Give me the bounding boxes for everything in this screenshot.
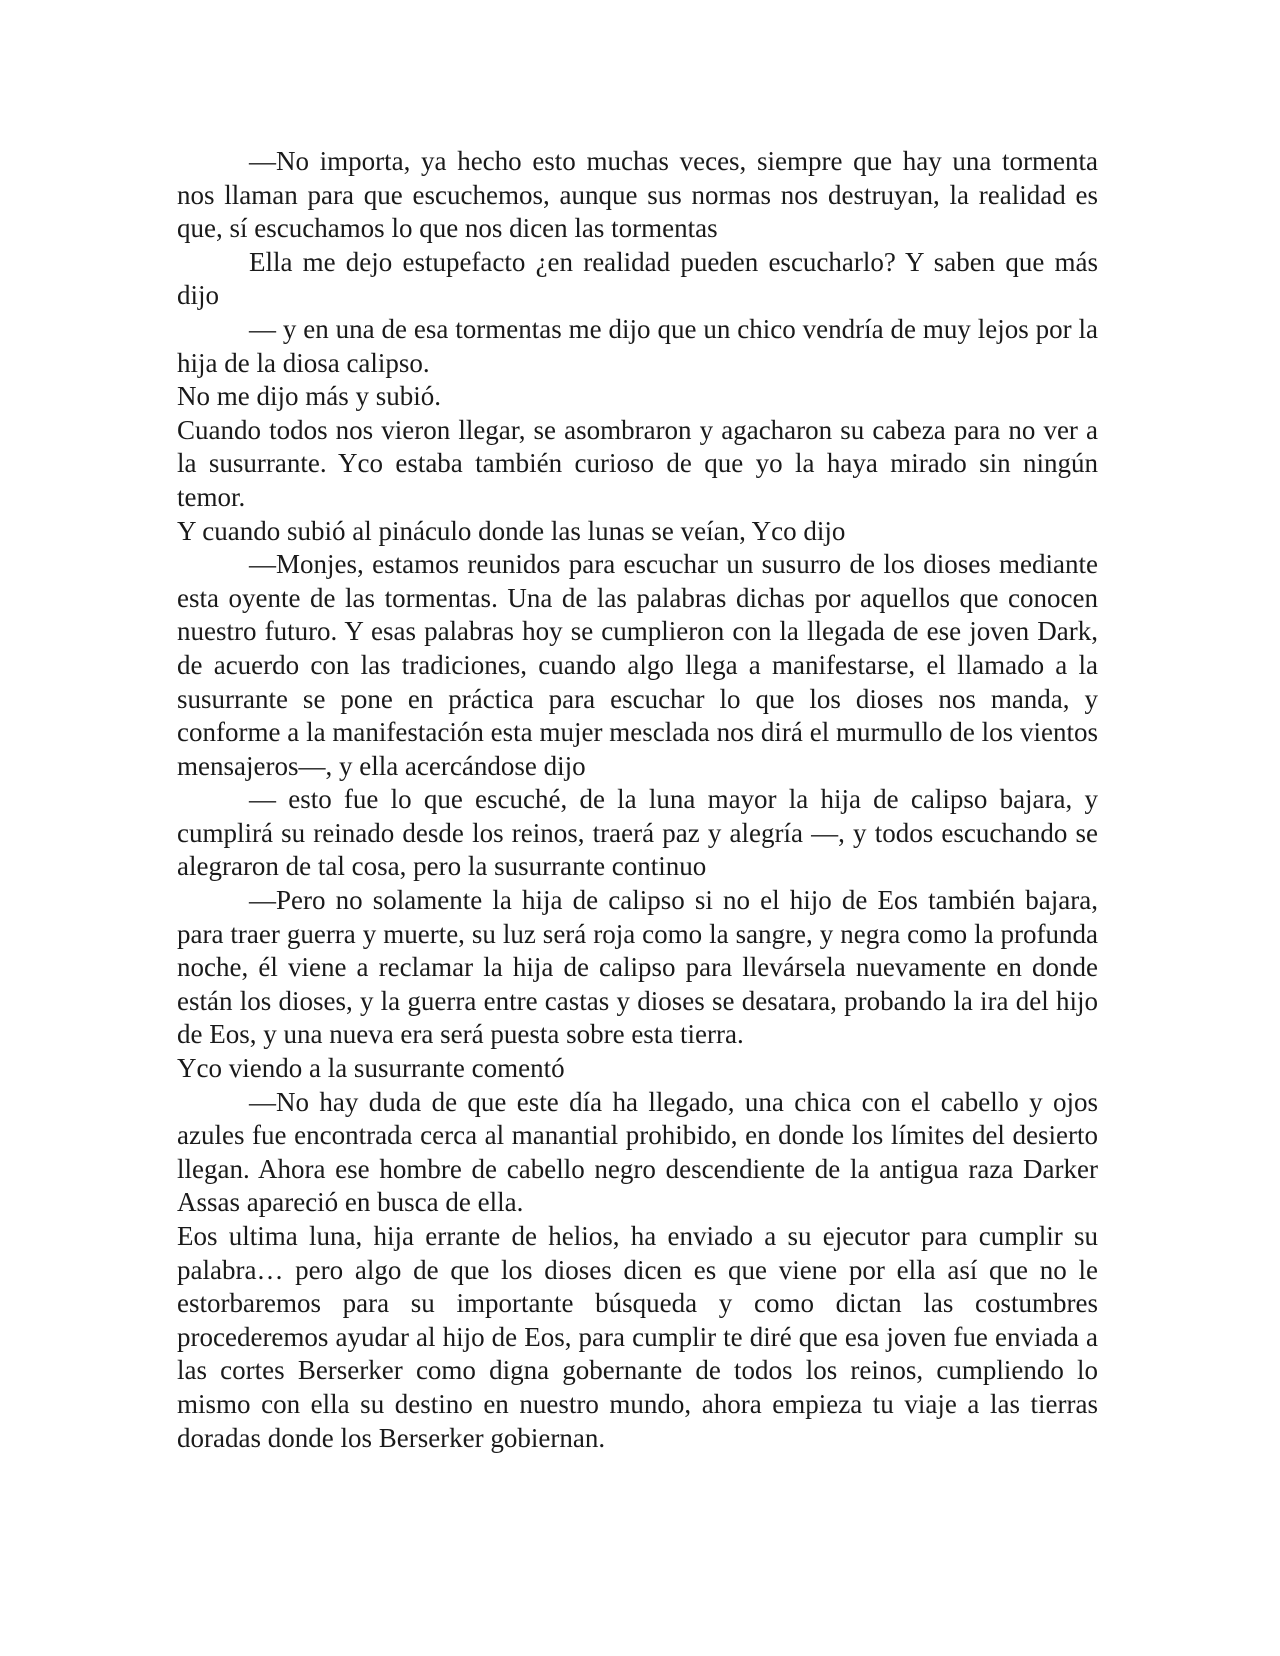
paragraph-5: Cuando todos nos vieron llegar, se asombraron y agacharon su cabeza para no ver a la susurrante. Yco estaba también curioso de que yo la haya mirado sin ningún temor. — [177, 414, 1098, 512]
paragraph-2: Ella me dejo estupefacto ¿en realidad pueden escucharlo? Y saben que más dijo — [177, 246, 1098, 311]
paragraph-12: Eos ultima luna, hija errante de helios, ha enviado a su ejecutor para cumplir su palabra… pero algo de que los dioses dicen es que viene por ella así que no le estorbaremos para su importante búsqueda y como dictan las costumbres procederemos ayudar al hijo de Eos, para cumplir te diré que esa joven fue enviada a las cortes Berserker como digna gobernante de todos los reinos, cumpliendo lo mismo con ella su destino en nuestro mundo, ahora empieza tu viaje a las tierras doradas donde los Berserker gobiernan. — [177, 1221, 1098, 1453]
paragraph-8: — esto fue lo que escuché, de la luna mayor la hija de calipso bajara, y cumplirá su reinado desde los reinos, traerá paz y alegría —, y todos escuchando se alegraron de tal cosa, pero la susurrante continuo — [177, 784, 1098, 882]
paragraph-6: Y cuando subió al pináculo donde las lunas se veían, Yco dijo — [177, 515, 846, 546]
paragraph-7: —Monjes, estamos reunidos para escuchar un susurro de los dioses mediante esta oyente de las tormentas. Una de las palabras dichas por aquellos que conocen nuestro futuro. Y esas palabras hoy se cumplieron con la llegada de ese joven Dark, de acuerdo con las tradiciones, cuando algo llega a manifestarse, el llamado a la susurrante se pone en práctica para escuchar lo que los dioses nos manda, y conforme a la manifestación esta mujer mesclada nos dirá el murmullo de los vientos mensajeros—, y ella acercándose dijo — [177, 549, 1098, 781]
paragraph-11: —No hay duda de que este día ha llegado, una chica con el cabello y ojos azules fue encontrada cerca al manantial prohibido, en donde los límites del desierto llegan. Ahora ese hombre de cabello negro descendiente de la antigua raza Darker Assas apareció en busca de ella. — [177, 1086, 1098, 1218]
paragraph-3: — y en una de esa tormentas me dijo que un chico vendría de muy lejos por la hija de la diosa calipso. — [177, 313, 1098, 378]
paragraph-10: Yco viendo a la susurrante comentó — [177, 1053, 565, 1084]
paragraph-9: —Pero no solamente la hija de calipso si no el hijo de Eos también bajara, para traer guerra y muerte, su luz será roja como la sangre, y negra como la profunda noche, él viene a reclamar la hija de calipso para llevársela nuevamente en donde están los dioses, y la guerra entre castas y dioses se desatara, probando la ira del hijo de Eos, y una nueva era será puesta sobre esta tierra. — [177, 885, 1098, 1050]
paragraph-1: —No importa, ya hecho esto muchas veces, siempre que hay una tormenta nos llaman para que escuchemos, aunque sus normas nos destruyan, la realidad es que, sí escuchamos lo que nos dicen las tormentas — [177, 146, 1098, 244]
paragraph-4: No me dijo más y subió. — [177, 381, 441, 412]
body-text — [177, 145, 1098, 1455]
